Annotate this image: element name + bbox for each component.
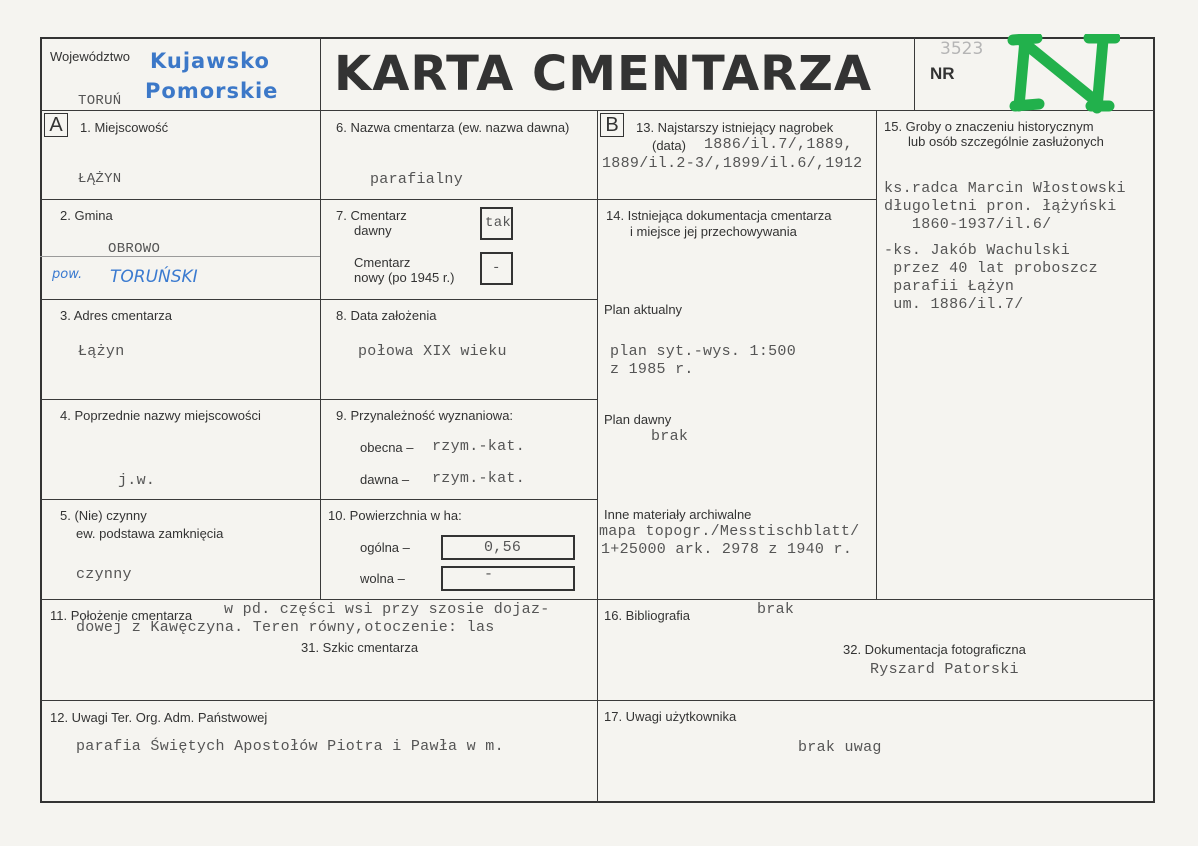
field-5-value: czynny [76,566,132,583]
card-title: KARTA CMENTARZA [334,46,873,102]
field-11-label: 11. Położenie cmentarza [50,608,193,623]
field-32-label: 32. Dokumentacja fotograficzna [843,642,1026,657]
rule-row3 [40,399,597,400]
field-1-label: 1. Miejscowość [80,120,169,135]
field-7-dawny-value: tak [485,215,512,231]
field-15-line: -ks. Jakób Wachulski [884,242,1071,259]
field-15-label-line2: lub osób szczególnie zasłużonych [908,134,1104,149]
stamp-wojewodztwo-line1: Kujawsko [150,49,270,73]
field-10-wolna-label: wolna – [360,571,405,586]
rule-col2 [597,110,598,803]
field-10-wolna-box [441,566,575,591]
field-13-value-line1: 1886/il.7/,1889, [704,136,853,153]
field-5-label-line2: ew. podstawa zamknięcia [76,526,224,541]
field-14-label-line1: 14. Istniejąca dokumentacja cmentarza [606,208,832,223]
field-15-line: 1860-1937/il.6/ [884,216,1052,233]
field-10-label: 10. Powierzchnia w ha: [328,508,462,523]
field-10-wolna-value: - [484,566,494,583]
plan-dawny-label: Plan dawny [604,412,672,427]
field-14-label-line2: i miejsce jej przechowywania [630,224,797,239]
field-6-label: 6. Nazwa cmentarza (ew. nazwa dawna) [336,120,570,135]
field-4-label: 4. Poprzednie nazwy miejscowości [60,408,261,423]
field-13-data-label: (data) [652,138,686,153]
field-2-hand-prefix: pow. [52,267,83,282]
stamp-wojewodztwo-line2: Pomorskie [145,79,279,103]
field-15-line: um. 1886/il.7/ [884,296,1024,313]
rule-row2 [40,299,597,300]
field-9-label: 9. Przynależność wyznaniowa: [336,408,514,423]
field-16-label: 16. Bibliografia [604,608,690,623]
nr-handwritten: 3523 [940,39,984,59]
field-17-value: brak uwag [798,739,882,756]
field-12-label: 12. Uwagi Ter. Org. Adm. Państwowej [50,710,268,725]
rule-row1 [40,199,876,200]
field-15-line: parafii Łążyn [884,278,1015,295]
field-15-line: ks.radca Marcin Włostowski [884,180,1126,197]
field-7-label-line2: dawny [354,223,392,238]
green-marker-n-icon [1005,34,1120,114]
field-7-label-line3: Cmentarz [354,255,411,270]
field-32-value: Ryszard Patorski [870,661,1019,678]
field-3-value: Łążyn [78,343,125,360]
section-a-letter: A [44,113,68,137]
field-6-value: parafialny [370,171,464,188]
rule-col1 [320,37,321,600]
field-2-value: OBROWO [108,241,161,257]
rule-col3 [876,110,877,600]
rule-gmina-sub [40,256,320,257]
field-11-value-line2: dowej z Kawęczyna. Teren równy,otoczenie: las [76,619,495,636]
field-10-ogolna-label: ogólna – [360,540,410,555]
nr-label: NR [930,64,955,83]
field-8-label: 8. Data założenia [336,308,437,323]
field-13-value-line2: 1889/il.2-3/,1899/il.6/,1912 [602,155,863,172]
inne-materialy-label: Inne materiały archiwalne [604,507,752,522]
field-5-label-line1: 5. (Nie) czynny [60,508,147,523]
inne-materialy-line1: mapa topogr./Messtischblatt/ [599,523,860,540]
section-b-letter: B [600,113,624,137]
inne-materialy-line2: 1+25000 ark. 2978 z 1940 r. [601,541,853,558]
plan-aktualny-line2: z 1985 r. [610,361,694,378]
field-8-value: połowa XIX wieku [358,343,507,360]
field-2-hand-value: TORUŃSKI [110,267,198,287]
field-9-dawna-label: dawna – [360,472,410,487]
field-10-ogolna-value: 0,56 [484,539,522,556]
field-16-value: brak [757,601,795,618]
plan-dawny-value: brak [651,428,689,445]
field-4-value: j.w. [118,472,156,489]
field-31-label: 31. Szkic cmentarza [301,640,419,655]
field-3-label: 3. Adres cmentarza [60,308,172,323]
plan-aktualny-line1: plan syt.-wys. 1:500 [610,343,797,360]
wojewodztwo-label: Województwo [50,49,130,64]
rule-row4 [40,499,597,500]
field-11-value-line1: w pd. części wsi przy szosie dojaz- [224,601,550,618]
rule-nr [914,37,915,110]
field-9-dawna-value: rzym.-kat. [432,470,526,487]
field-17-label: 17. Uwagi użytkownika [604,709,737,724]
field-13-label: 13. Najstarszy istniejący nagrobek [636,120,834,135]
typed-torun: TORUŃ [78,93,122,109]
field-15-label-line1: 15. Groby o znaczeniu historycznym [884,119,1094,134]
plan-aktualny-label: Plan aktualny [604,302,683,317]
field-7-label-line4: nowy (po 1945 r.) [354,270,455,285]
field-9-obecna-label: obecna – [360,440,414,455]
field-7-label-line1: 7. Cmentarz [336,208,407,223]
field-12-value: parafia Świętych Apostołów Piotra i Pawła w m. [76,738,504,755]
field-1-value: ŁĄŻYN [78,171,122,187]
field-9-obecna-value: rzym.-kat. [432,438,526,455]
field-15-line: długoletni pron. łążyński [884,198,1117,215]
field-7-nowy-value: - [492,260,501,276]
field-15-line: przez 40 lat proboszcz [884,260,1098,277]
field-2-label: 2. Gmina [60,208,113,223]
